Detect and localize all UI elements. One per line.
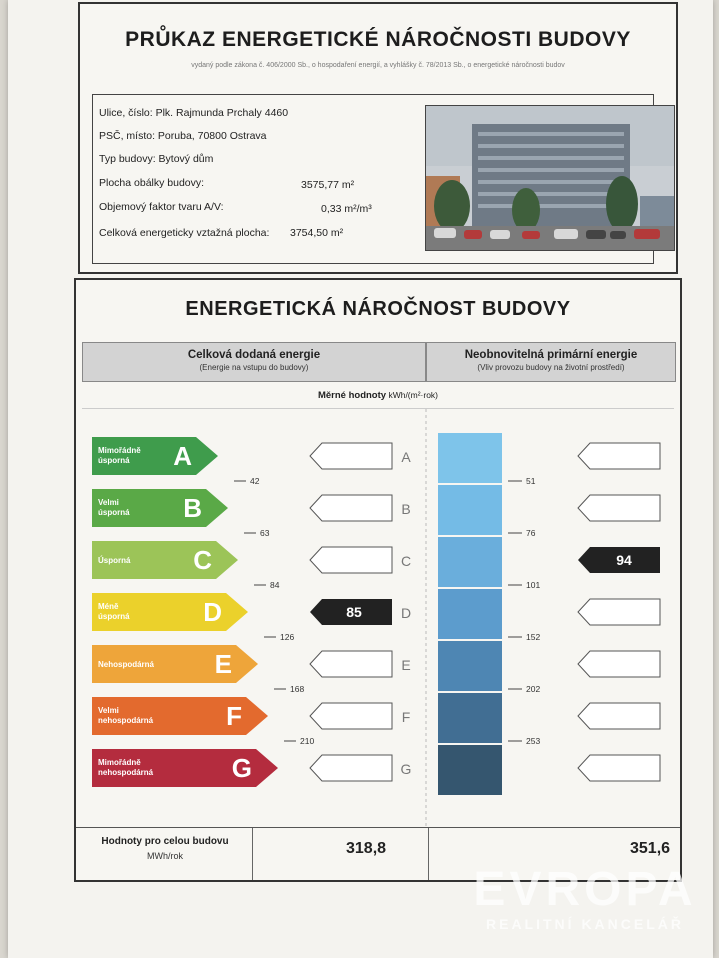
left-empty-marker [310, 443, 392, 469]
class-label: Velmi [98, 498, 119, 507]
left-threshold-value: 42 [250, 476, 260, 486]
energy-box [74, 278, 682, 882]
left-empty-marker [310, 651, 392, 677]
left-marker-letter: A [401, 449, 411, 465]
left-marker-letter: F [401, 709, 411, 725]
unit-label: Měrné hodnoty [317, 390, 387, 401]
left-empty-marker [310, 755, 392, 781]
class-label: nehospodárná [98, 716, 154, 725]
area-label: Celková energeticky vztažná plocha: [99, 227, 270, 239]
left-threshold-value: 210 [300, 736, 315, 746]
right-threshold-value: 76 [526, 528, 536, 538]
left-threshold-value: 63 [260, 528, 270, 538]
primary-energy-bar [438, 693, 502, 743]
building-photo [425, 105, 675, 251]
primary-energy-bar [438, 433, 502, 483]
primary-energy-bar [438, 537, 502, 587]
building-info [92, 94, 654, 264]
header-box [78, 2, 678, 274]
unit-text: kWh/(m²·rok) [388, 390, 439, 400]
totals-divider [428, 828, 429, 880]
envelope-label: Plocha obálky budovy: [99, 177, 205, 189]
class-label: nehospodárná [98, 768, 154, 777]
class-letter: E [214, 649, 232, 679]
class-label: úsporná [98, 612, 130, 621]
factor-value: 0,33 m²/m³ [321, 203, 372, 215]
primary-energy-bar [438, 589, 502, 639]
energy-scale [82, 408, 674, 827]
right-header-sub: (Vliv provozu budovy na životní prostředí) [477, 363, 625, 372]
certificate-title: PRŮKAZ ENERGETICKÉ NÁROČNOSTI BUDOVY [125, 28, 631, 51]
right-header-title: Neobnovitelná primární energie [464, 349, 638, 361]
right-rating-value: 94 [616, 552, 632, 568]
street-line: Ulice, číslo: Plk. Rajmunda Prchaly 4460 [99, 107, 289, 119]
left-empty-marker [310, 547, 392, 573]
watermark-brand: EVROPA [473, 863, 697, 916]
class-letter: G [231, 753, 252, 783]
right-threshold-value: 152 [526, 632, 541, 642]
totals-unit: MWh/rok [147, 851, 183, 861]
area-value: 3754,50 m² [290, 227, 344, 239]
class-letter: C [193, 545, 212, 575]
watermark-tagline: REALITNÍ KANCELÁŘ [486, 916, 684, 932]
left-rating-value: 85 [346, 604, 362, 620]
left-marker-letter: G [400, 761, 412, 777]
totals-divider [252, 828, 253, 880]
class-label: Mimořádně [98, 758, 141, 767]
class-label: úsporná [98, 456, 130, 465]
left-header-sub: (Energie na vstupu do budovy) [199, 363, 309, 372]
primary-energy-bar [438, 745, 502, 795]
left-threshold-value: 126 [280, 632, 295, 642]
left-marker-letter: D [400, 605, 412, 621]
left-marker-letter: E [401, 657, 411, 673]
class-label: Méně [98, 602, 119, 611]
energy-scale-graphic [82, 409, 674, 827]
city-line: PSČ, místo: Poruba, 70800 Ostrava [99, 130, 267, 142]
class-letter: B [183, 493, 202, 523]
class-label: Mimořádně [98, 446, 141, 455]
left-total: 318,8 [346, 840, 387, 857]
left-empty-marker [310, 703, 392, 729]
class-label: Velmi [98, 706, 119, 715]
unit-line [76, 390, 680, 401]
right-empty-marker [578, 599, 660, 625]
right-threshold-value: 51 [526, 476, 536, 486]
right-empty-marker [578, 495, 660, 521]
class-letter: F [226, 701, 242, 731]
primary-energy-bar [438, 641, 502, 691]
right-threshold-value: 101 [526, 580, 541, 590]
class-label: Úsporná [98, 556, 131, 565]
totals-label: Hodnoty pro celou budovu [101, 836, 229, 847]
left-threshold-value: 168 [290, 684, 305, 694]
class-label: úsporná [98, 508, 130, 517]
energy-title: ENERGETICKÁ NÁROČNOST BUDOVY [185, 298, 571, 320]
right-threshold-value: 202 [526, 684, 541, 694]
left-column-header [82, 342, 426, 382]
watermark [450, 863, 719, 932]
class-letter: A [173, 441, 192, 471]
primary-energy-bar [438, 485, 502, 535]
certificate-subtitle: vydaný podle zákona č. 406/2000 Sb., o hospodaření energií, a vyhlášky č. 78/2013 Sb., o energetické náročnosti budov [191, 62, 565, 69]
right-empty-marker [578, 651, 660, 677]
right-empty-marker [578, 755, 660, 781]
left-header-title: Celková dodaná energie [187, 349, 321, 361]
left-empty-marker [310, 495, 392, 521]
right-threshold-value: 253 [526, 736, 541, 746]
class-label: Nehospodárná [98, 660, 155, 669]
right-column-header [426, 342, 676, 382]
envelope-value: 3575,77 m² [301, 179, 355, 191]
right-empty-marker [578, 703, 660, 729]
certificate-sheet [8, 0, 713, 958]
factor-label: Objemový faktor tvaru A/V: [99, 201, 224, 213]
class-letter: D [203, 597, 222, 627]
left-marker-letter: B [401, 501, 411, 517]
left-threshold-value: 84 [270, 580, 280, 590]
right-total: 351,6 [630, 840, 671, 857]
left-marker-letter: C [400, 553, 412, 569]
type-line: Typ budovy: Bytový dům [99, 153, 214, 165]
right-empty-marker [578, 443, 660, 469]
